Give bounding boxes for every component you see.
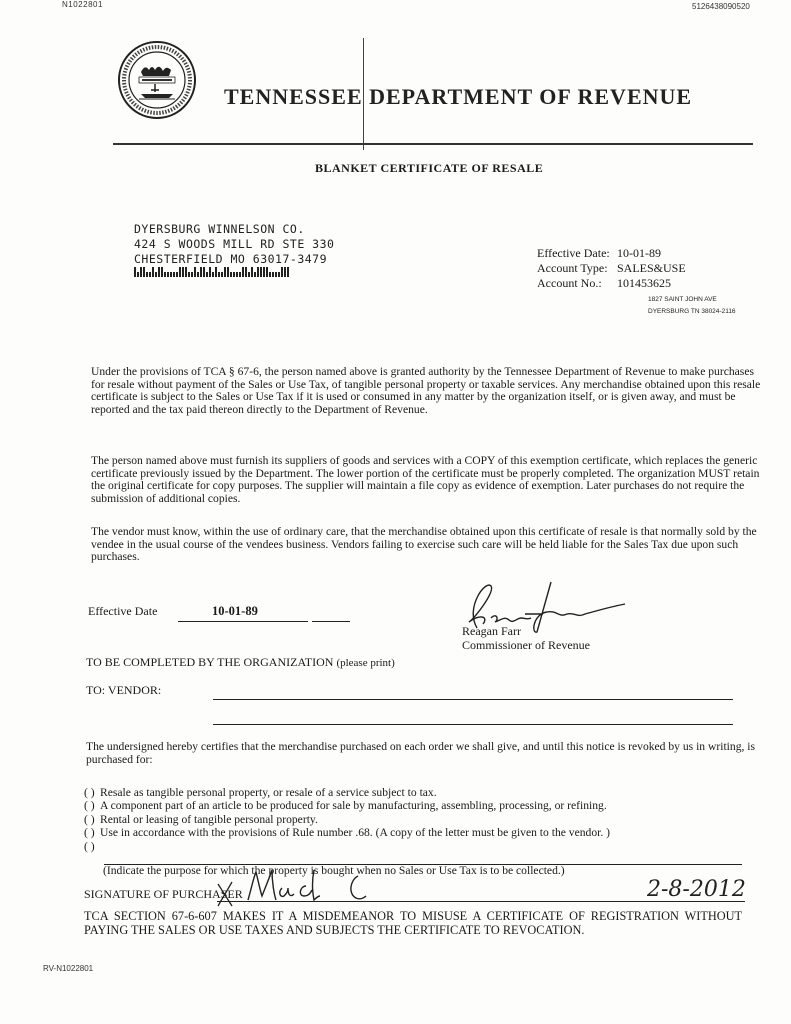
holder-address-line: 424 S WOODS MILL RD STE 330 — [134, 237, 335, 251]
account-value: SALES&USE — [617, 261, 686, 275]
barcode-bar — [167, 272, 169, 277]
barcode-bar — [158, 267, 160, 277]
holder-address — [134, 222, 334, 267]
barcode-bar — [260, 267, 262, 277]
barcode-bar — [284, 267, 286, 277]
barcode-bar — [170, 272, 172, 277]
effective-date-label: Effective Date — [88, 604, 158, 618]
barcode-bar — [254, 272, 256, 277]
effective-date-underline — [178, 621, 308, 622]
purpose-instruction: (Indicate the purpose for which the property is bought when no Sales or Use Tax is to be collected.) — [103, 864, 565, 877]
commissioner-title: Commissioner of Revenue — [462, 638, 590, 652]
purpose-option-resale[interactable] — [84, 786, 610, 799]
organization-heading-note: (please print) — [336, 657, 395, 669]
barcode-bar — [179, 267, 181, 277]
barcode-bar — [143, 267, 145, 277]
barcode-bar — [263, 267, 265, 277]
form-code: RV-N1022801 — [43, 964, 94, 973]
option-checkbox[interactable]: ( ) — [84, 812, 95, 826]
barcode-bar — [173, 272, 175, 277]
commissioner-name: Reagan Farr — [462, 624, 521, 638]
account-row-number — [537, 276, 686, 291]
option-label: A component part of an article to be produced for sale by manufacturing, assembling, processing, or refining. — [100, 799, 607, 813]
barcode-bar — [191, 272, 193, 277]
barcode-bar — [218, 272, 220, 277]
barcode-bar — [161, 267, 163, 277]
holder-address-line: CHESTERFIELD MO 63017-3479 — [134, 252, 328, 266]
barcode-bar — [203, 267, 205, 277]
barcode-bar — [239, 272, 241, 277]
account-row-type — [537, 261, 686, 276]
barcode-bar — [200, 267, 202, 277]
header-rule — [113, 143, 753, 145]
vendor-address-field[interactable] — [213, 724, 733, 725]
barcode-bar — [242, 267, 244, 277]
option-checkbox[interactable]: ( ) — [84, 839, 95, 853]
account-value: 101453625 — [617, 276, 671, 290]
barcode-bar — [275, 272, 277, 277]
barcode-bar — [155, 272, 157, 277]
account-value: 10-01-89 — [617, 246, 661, 260]
barcode-bar — [212, 272, 214, 277]
barcode-bar — [164, 272, 166, 277]
account-location — [648, 294, 736, 318]
barcode-bar — [248, 272, 250, 277]
postal-barcode — [134, 267, 289, 277]
holder-address-line: DYERSBURG WINNELSON CO. — [134, 222, 305, 236]
account-info — [537, 246, 686, 291]
option-checkbox[interactable]: ( ) — [84, 786, 95, 799]
barcode-bar — [278, 272, 280, 277]
purpose-option-other[interactable] — [84, 840, 610, 853]
organization-section-heading — [86, 655, 395, 670]
barcode-bar — [176, 272, 178, 277]
misdemeanor-warning: TCA SECTION 67-6-607 MAKES IT A MISDEMEANOR TO MISUSE A CERTIFICATE OF REGISTRATION WITHOUT PAYING THE SALES OR USE TAXES AND SUBJECTS THE CERTIFICATE TO REVOCATION. — [84, 909, 742, 937]
barcode-bar — [257, 267, 259, 277]
account-label: Account Type: — [537, 261, 608, 275]
barcode-bar — [272, 272, 274, 277]
effective-date-value: 10-01-89 — [212, 604, 258, 618]
barcode-bar — [227, 267, 229, 277]
form-title: BLANKET CERTIFICATE OF RESALE — [315, 161, 544, 175]
account-label: Effective Date: — [537, 246, 610, 260]
barcode-bar — [182, 267, 184, 277]
option-checkbox[interactable]: ( ) — [84, 826, 95, 840]
barcode-bar — [224, 267, 226, 277]
barcode-bar — [149, 272, 151, 277]
account-location-line: 1827 SAINT JOHN AVE — [648, 296, 717, 303]
barcode-bar — [137, 272, 139, 277]
barcode-bar — [146, 272, 148, 277]
barcode-bar — [188, 272, 190, 277]
vendor-label: TO: VENDOR: — [86, 683, 162, 697]
barcode-bar — [185, 267, 187, 277]
barcode-bar — [230, 272, 232, 277]
organization-heading-text: TO BE COMPLETED BY THE ORGANIZATION — [86, 655, 334, 669]
effective-date-underline — [312, 621, 350, 622]
copy-requirement-paragraph: The person named above must furnish its suppliers of goods and services with a COPY of this exemption certificate, which replaces the generic certificate previously issued by the Department. The lower portion of the certificate must be properly completed. The organization MUST retain the original certificate for copy purposes. The supplier will maintain a file copy as evidence of exemption. Later purchases do not require the submission of additional copies. — [91, 454, 760, 505]
vendor-name-field[interactable] — [213, 699, 733, 700]
barcode-bar — [209, 267, 211, 277]
option-label: Use in accordance with the provisions of Rule number .68. (A copy of the letter must be given to the vendor. ) — [100, 826, 610, 840]
document-id-top-right: 5126438090520 — [692, 2, 750, 11]
barcode-bar — [236, 272, 238, 277]
purpose-option-rental[interactable] — [84, 813, 610, 826]
certification-statement: The undersigned hereby certifies that the merchandise purchased on each order we shall give, and until this notice is revoked by us in writing, is purchased for: — [86, 740, 756, 766]
barcode-bar — [266, 267, 268, 277]
barcode-bar — [221, 272, 223, 277]
option-label: Rental or leasing of tangible personal property. — [100, 812, 318, 826]
barcode-bar — [287, 267, 289, 277]
purpose-option-rule-68[interactable] — [84, 826, 610, 839]
state-seal-icon — [117, 40, 197, 120]
option-checkbox[interactable]: ( ) — [84, 799, 95, 813]
purchaser-signature-label: SIGNATURE OF PURCHASER — [84, 887, 243, 901]
barcode-bar — [152, 267, 154, 277]
barcode-bar — [206, 272, 208, 277]
option-label: Resale as tangible personal property, or resale of a service subject to tax. — [100, 786, 437, 799]
authority-paragraph: Under the provisions of TCA § 67-6, the person named above is granted authority by the Tennessee Department of Revenue to make purchases for resale without payment of the Sales or Use Tax, of tangible personal property or taxable services. Any merchandise obtained upon this resale certificate is subject to the Sales or Use Tax if it is used or consumed in any matter by the organization itself, or is given away, and must be reported and the tax paid thereon directly to the Department of Revenue. — [91, 365, 761, 416]
barcode-bar — [269, 272, 271, 277]
barcode-bar — [281, 267, 283, 277]
signature-date-text: 2-8-2012 — [647, 877, 746, 902]
barcode-bar — [134, 267, 136, 277]
purpose-option-component[interactable] — [84, 799, 610, 812]
purchaser-signature — [210, 866, 470, 908]
barcode-bar — [233, 272, 235, 277]
vendor-care-paragraph: The vendor must know, within the use of ordinary care, that the merchandise obtained upon this certificate of resale is that normally sold by the vendee in the usual course of the vendees business. Vendors failing to exercise such care will be held liable for the Sales Tax due upon such purchases. — [91, 525, 757, 563]
document-id-top-left: N1022801 — [62, 0, 103, 9]
agency-title: TENNESSEE DEPARTMENT OF REVENUE — [224, 84, 693, 109]
barcode-bar — [194, 267, 196, 277]
barcode-bar — [140, 267, 142, 277]
purchaser-signature-date — [643, 866, 753, 904]
barcode-bar — [215, 267, 217, 277]
account-row-effective-date — [537, 246, 686, 261]
account-location-line: DYERSBURG TN 38024-2116 — [648, 308, 736, 315]
account-label: Account No.: — [537, 276, 602, 290]
barcode-bar — [251, 267, 253, 277]
purpose-options — [84, 786, 610, 853]
barcode-bar — [197, 272, 199, 277]
barcode-bar — [245, 267, 247, 277]
